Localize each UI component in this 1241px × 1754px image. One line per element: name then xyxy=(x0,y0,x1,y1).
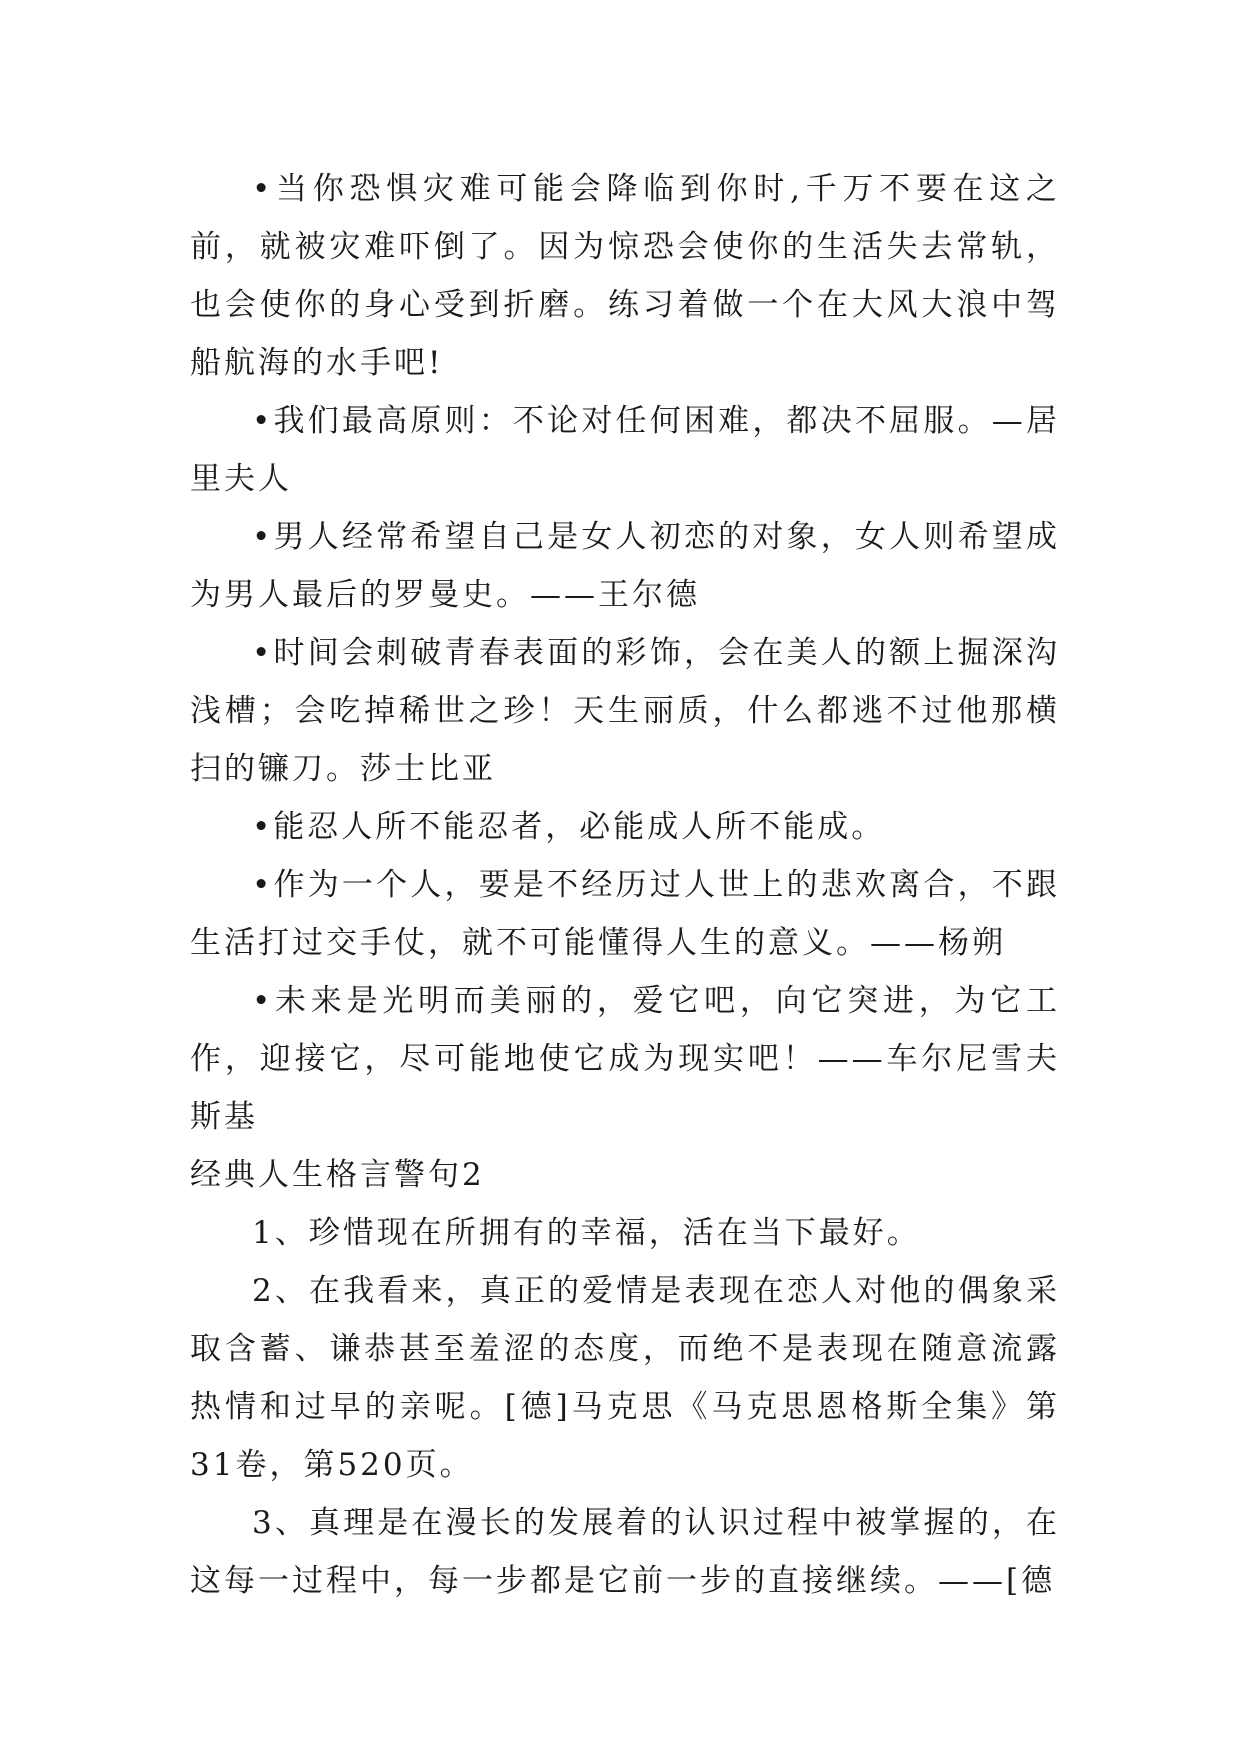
quote-paragraph: •我们最高原则：不论对任何困难，都决不屈服。—居里夫人 xyxy=(190,403,1060,497)
numbered-paragraph: 1、珍惜现在所拥有的幸福，活在当下最好。 xyxy=(252,1215,921,1251)
quote-paragraph: •作为一个人，要是不经历过人世上的悲欢离合，不跟生活打过交手仗，就不可能懂得人生的意义。——杨朔 xyxy=(190,867,1060,961)
quote-paragraph: •时间会刺破青春表面的彩饰，会在美人的额上掘深沟浅槽；会吃掉稀世之珍！天生丽质，什么都逃不过他那横扫的镰刀。莎士比亚 xyxy=(190,635,1060,787)
numbered-paragraph: 2、在我看来，真正的爱情是表现在恋人对他的偶象采取含蓄、谦恭甚至羞涩的态度，而绝不是表现在随意流露热情和过早的亲呢。[德]马克思《马克思恩格斯全集》第31卷，第520页。 xyxy=(190,1273,1060,1483)
section-heading: 经典人生格言警句2 xyxy=(190,1157,485,1193)
quote-paragraph: •能忍人所不能忍者，必能成人所不能成。 xyxy=(252,809,886,845)
quote-paragraph: •男人经常希望自己是女人初恋的对象，女人则希望成为男人最后的罗曼史。——王尔德 xyxy=(190,519,1060,613)
quote-paragraph: •当你恐惧灾难可能会降临到你时,千万不要在这之前，就被灾难吓倒了。因为惊恐会使你的生活失去常轨，也会使你的身心受到折磨。练习着做一个在大风大浪中驾船航海的水手吧! xyxy=(190,171,1060,381)
quote-paragraph: •未来是光明而美丽的，爱它吧，向它突进，为它工作，迎接它，尽可能地使它成为现实吧！——车尔尼雪夫斯基 xyxy=(190,983,1060,1135)
numbered-paragraph: 3、真理是在漫长的发展着的认识过程中被掌握的，在这每一过程中，每一步都是它前一步的直接继续。——[德 xyxy=(190,1505,1060,1599)
document-body xyxy=(190,160,1060,1610)
